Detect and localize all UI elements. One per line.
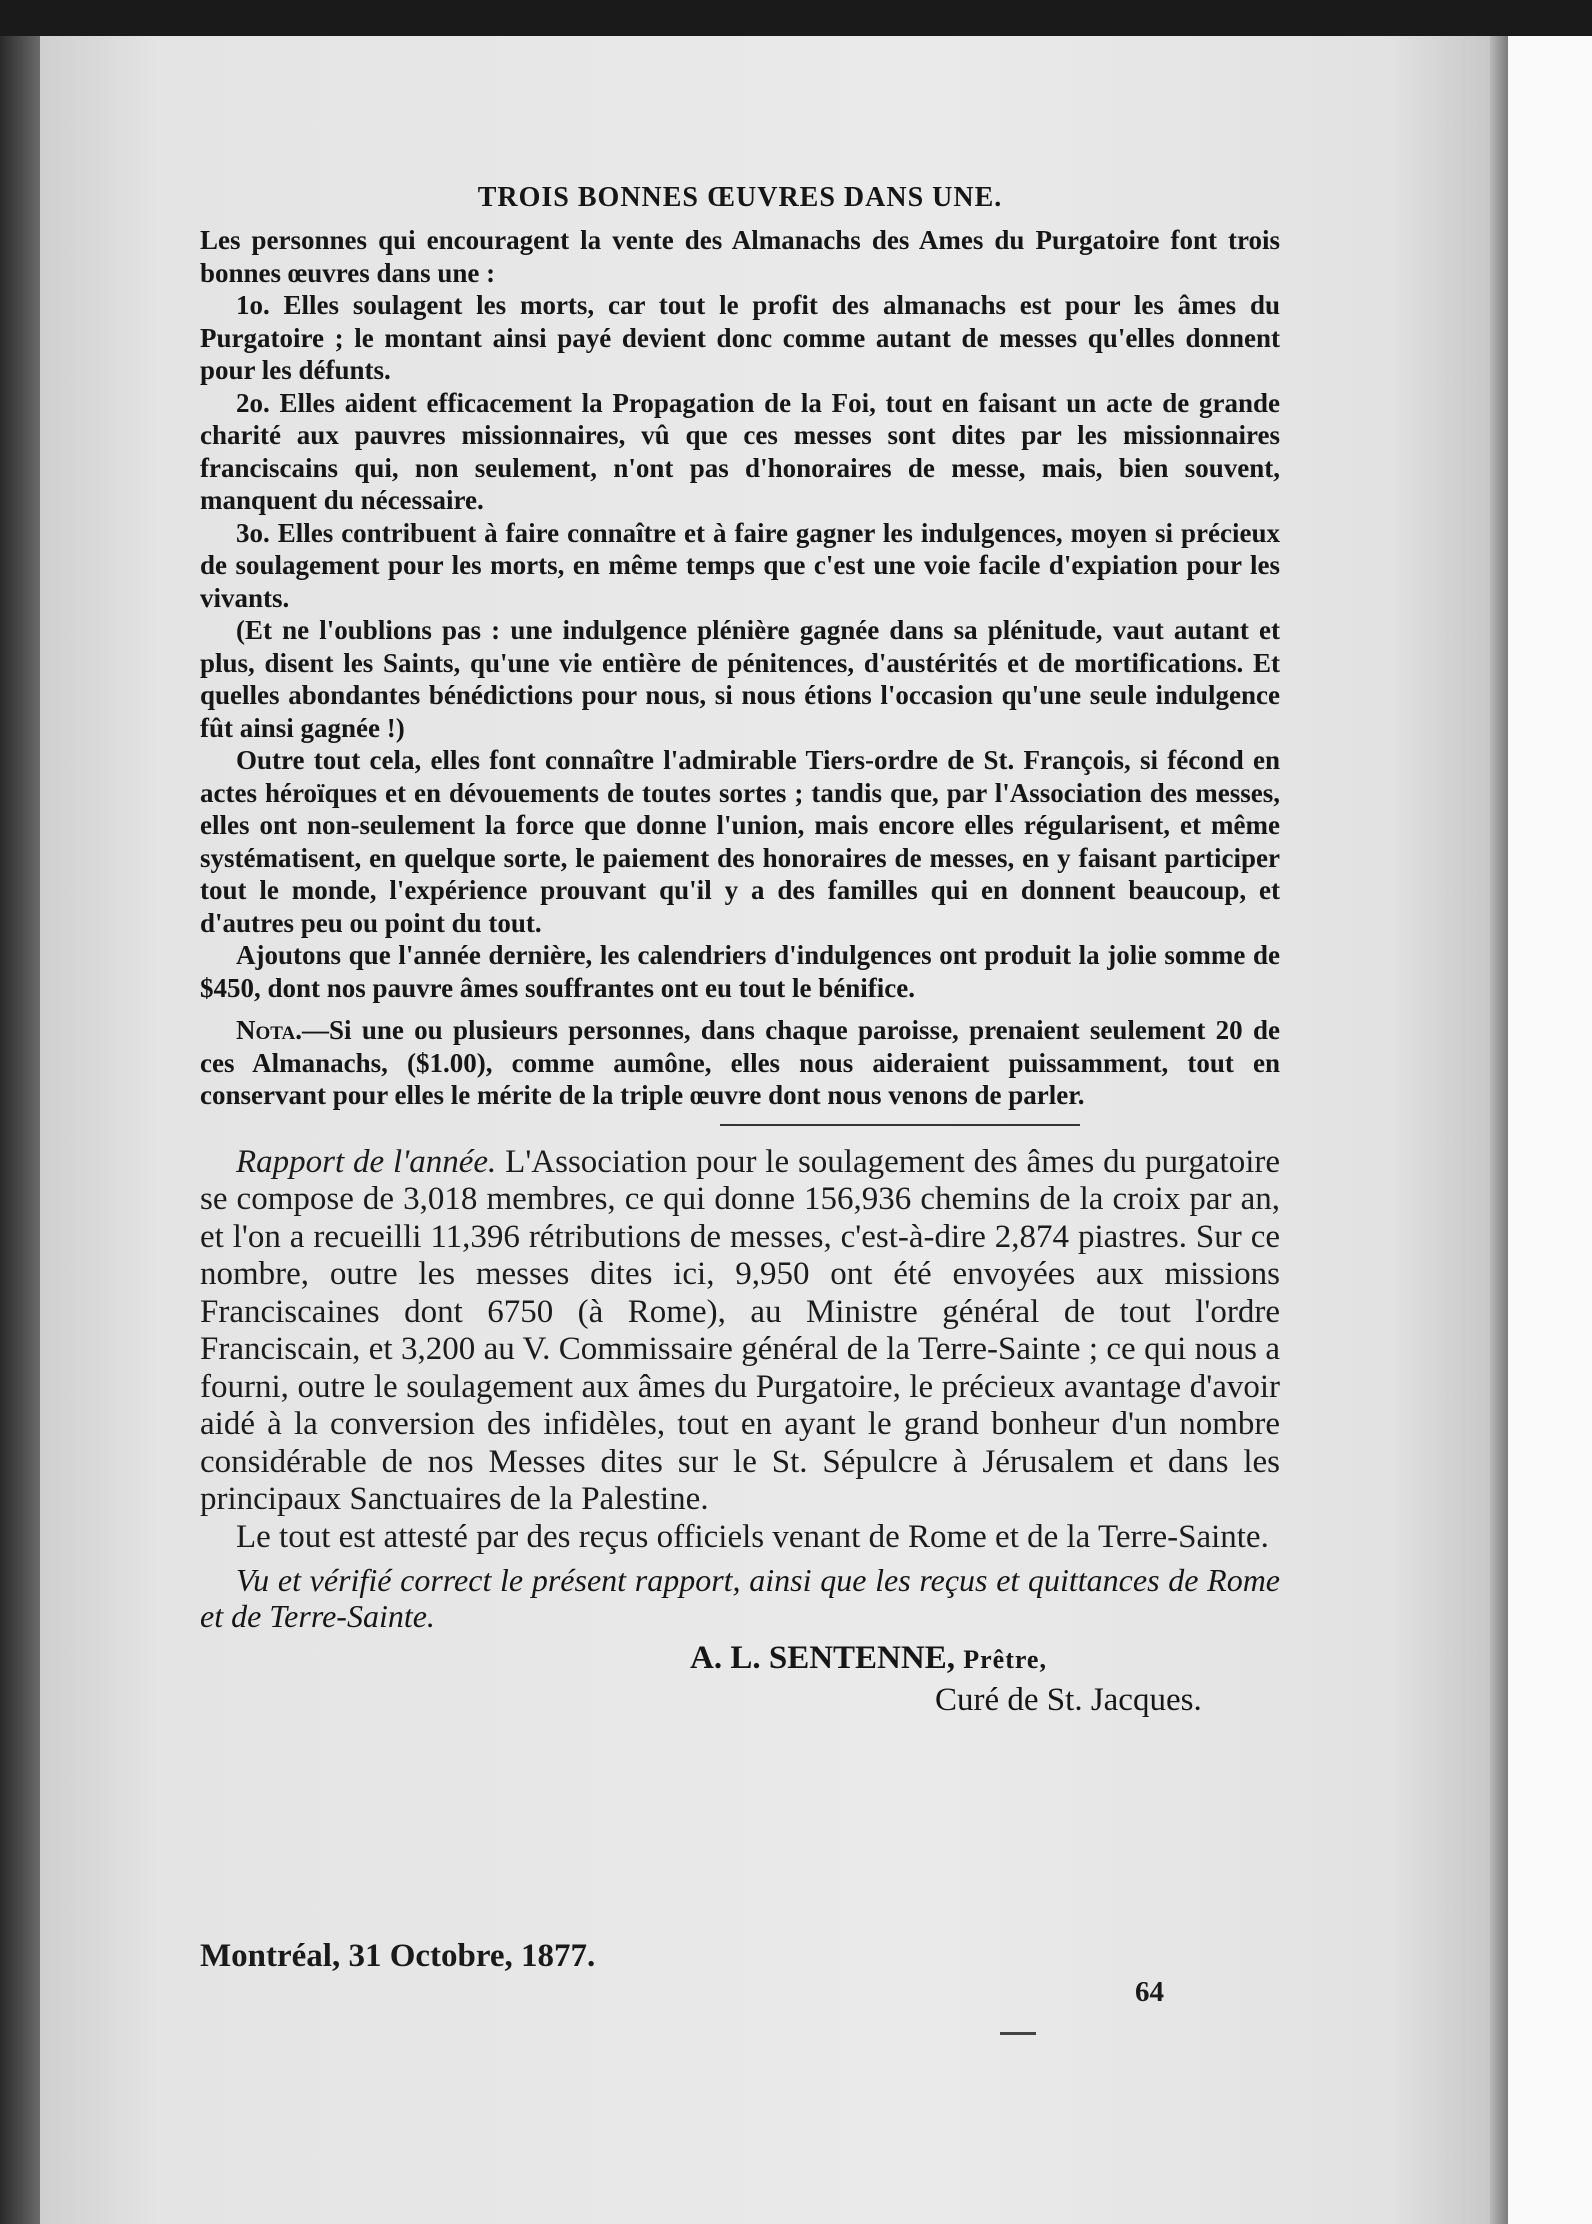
page-text xyxy=(200,180,1280,1720)
scan-left-shadow xyxy=(0,36,40,2224)
paragraph-third-work: 3o. Elles contribuent à faire connaître et à faire gagner les indulgences, moyen si précieux de soulagement pour les morts, en même temps que c'est une voie facile d'expiation pour les vivants. xyxy=(200,517,1280,613)
page-number: 64 xyxy=(1135,1976,1164,2008)
page-edge-shadow xyxy=(1490,36,1508,2224)
section-divider xyxy=(720,1124,1080,1126)
paragraph-second-work: 2o. Elles aident efficacement la Propagation de la Foi, tout en faisant un acte de grande charité aux pauvres missionnaires, vû que ces messes sont dites par les missionnaires franciscains qui, non seulement, n'ont pas d'honoraires de messe, mais, bien souvent, manquent du nécessaire. xyxy=(200,387,1280,515)
paragraph-last-year: Ajoutons que l'année dernière, les calendriers d'indulgences ont produit la jolie somme de $450, dont nos pauvre âmes souffrantes ont eu tout le bénifice. xyxy=(200,940,1280,1003)
scan-top-band xyxy=(0,0,1592,36)
attest-paragraph: Le tout est attesté par des reçus officiels venant de Rome et de la Terre-Sainte. xyxy=(236,1518,1269,1555)
paragraph-tiers-ordre: Outre tout cela, elles font connaître l'admirable Tiers-ordre de St. François, si fécond en actes héroïques et en dévouements de toutes sortes ; tandis que, par l'Association des messes, elles ont non-seulement la force que donne l'union, mais encore elles régularisent, et même systématisent, en quelque sorte, le paiement des honoraires de messes, en y faisant participer tout le monde, l'expérience prouvant qu'il y a des familles qui en donnent beaucoup, et d'autres peu ou point du tout. xyxy=(200,745,1280,938)
date-line: Montréal, 31 Octobre, 1877. xyxy=(200,1938,596,1974)
page-title: TROIS BONNES ŒUVRES DANS UNE. xyxy=(477,182,1003,213)
signature-line xyxy=(200,1638,1280,1680)
signature-title: Prêtre, xyxy=(963,1645,1047,1674)
nota-text: —Si une ou plusieurs personnes, dans chaque paroisse, prenaient seulement 20 de ces Almanachs, ($1.00), comme aumône, elles nous aideraient puissamment, tout en conservant pour elles le mérite de la triple œuvre dont nous venons de parler. xyxy=(200,1015,1280,1110)
paragraph-first-work: 1o. Elles soulagent les morts, car tout le profit des almanachs est pour les âmes du Purgatoire ; le montant ainsi payé devient donc comme autant de messes qu'elles donnent pour les défunts. xyxy=(200,290,1280,385)
verified-paragraph: Vu et vérifié correct le présent rapport, ainsi que les reçus et quittances de Rome et de Terre-Sainte. xyxy=(200,1562,1280,1634)
rapport-paragraph xyxy=(200,1144,1280,1519)
signature-place: Curé de St. Jacques. xyxy=(935,1682,1202,1718)
paragraph-indulgence-note: (Et ne l'oublions pas : une indulgence plénière gagnée dans sa plénitude, vaut autant et plus, disent les Saints, qu'une vie entière de pénitences, d'austérités et de mortifications. Et quelles abondantes bénédictions pour nous, si nous étions l'occasion qu'une seule indulgence fût ainsi gagnée !) xyxy=(200,615,1280,743)
nota-label: Nota. xyxy=(236,1015,303,1045)
signature-name: A. L. SENTENNE, xyxy=(690,1640,964,1676)
scan-right-margin xyxy=(1508,36,1592,2224)
rapport-label: Rapport de l'année. xyxy=(236,1143,497,1180)
nota-paragraph xyxy=(200,1014,1280,1112)
intro-paragraph: Les personnes qui encouragent la vente des Almanachs des Ames du Purgatoire font trois bonnes œuvres dans une : xyxy=(200,225,1280,288)
stray-dash-mark xyxy=(1000,2032,1036,2035)
rapport-text: L'Association pour le soulagement des âmes du purgatoire se compose de 3,018 membres, ce qui donne 156,936 chemins de la croix par an, et l'on a recueilli 11,396 rétributions de messes, c'est-à-dire 2,874 piastres. Sur ce nombre, outre les messes dites ici, 9,950 ont été envoyées aux missions Franciscaines dont 6750 (à Rome), au Ministre général de tout l'ordre Franciscain, et 3,200 au V. Commissaire général de la Terre-Sainte ; ce qui nous a fourni, outre le soulagement aux âmes du Purgatoire, le précieux avantage d'avoir aidé à la conversion des infidèles, tout en ayant le grand bonheur d'un nombre considérable de nos Messes dites sur le St. Sépulcre à Jérusalem et dans les principaux Sanctuaires de la Palestine. xyxy=(200,1143,1280,1517)
